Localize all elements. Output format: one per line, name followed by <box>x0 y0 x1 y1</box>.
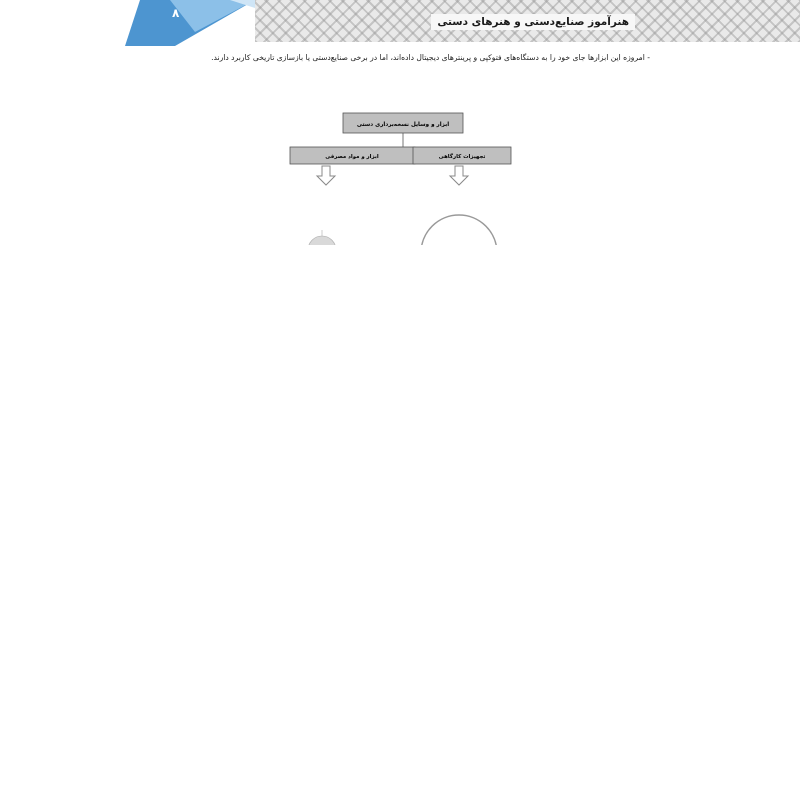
header-title: هنرآموز صنایع‌دستی و هنرهای دستی <box>431 14 635 30</box>
page-content <box>150 50 650 258</box>
page-header <box>0 0 800 46</box>
page-corner <box>0 0 255 46</box>
tools-diagram <box>150 75 650 245</box>
down-arrow-icon <box>450 166 468 185</box>
down-arrow-icon <box>317 166 335 185</box>
equipment-cycle <box>421 215 497 245</box>
consumables-label: ابزار و مواد مصرفی <box>325 153 379 160</box>
intro-paragraph: - امروزه این ابزارها جای خود را به دستگاه‌های فتوکپی و پرینترهای دیجیتال داده‌اند، اما در برخی صنایع‌دستی یا بازسازی تاریخی کاربرد دارند. <box>211 53 650 62</box>
page-number: ۸ <box>172 6 180 20</box>
equipment-label: تجهیزات کارگاهی <box>438 153 486 160</box>
consumables-cluster <box>308 230 336 245</box>
root-label: ابزار و وسایل نسخه‌برداری دستی <box>356 121 450 128</box>
